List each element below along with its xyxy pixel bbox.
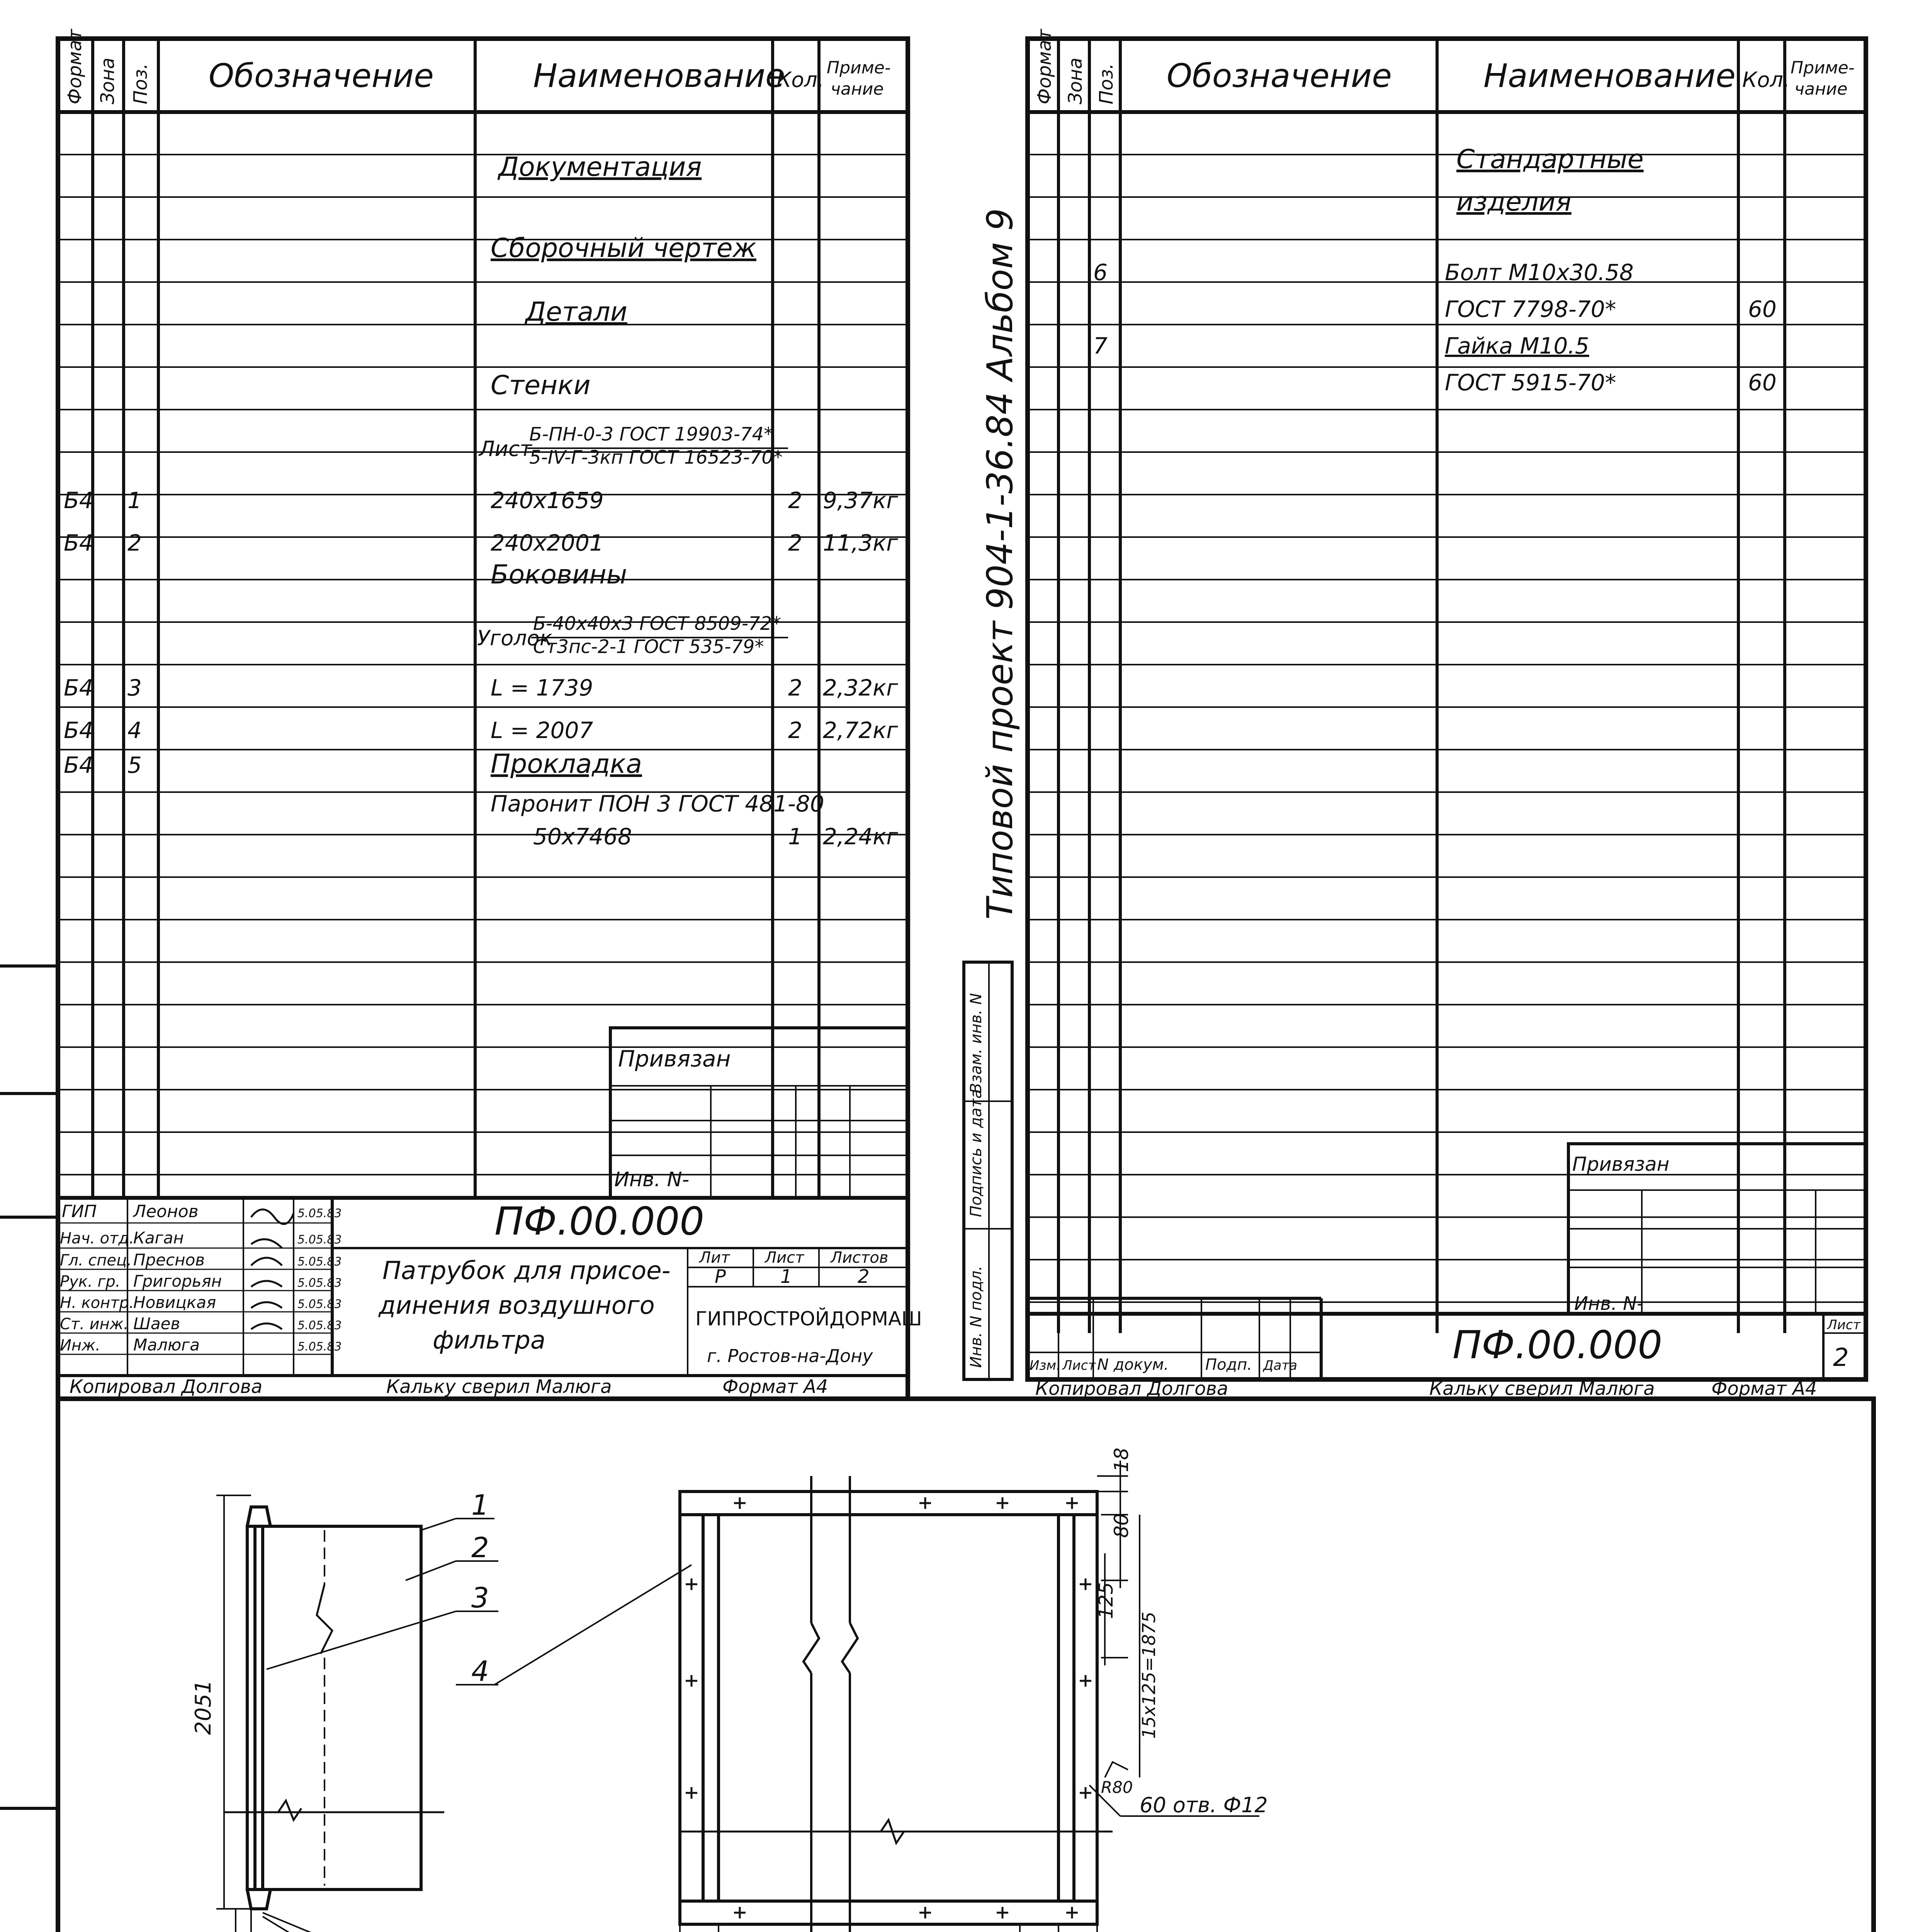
- row1-pos: 1: [127, 487, 142, 514]
- spec-left-rows: [58, 155, 908, 1175]
- row5-name: Прокладка: [491, 749, 642, 779]
- tb-left-date-0: 5.05.83: [297, 1207, 342, 1220]
- tb-left-person-3: Григорьян: [133, 1272, 222, 1291]
- hdr-right-format: Формат: [1034, 29, 1055, 104]
- row-documentation: Документация: [498, 152, 702, 182]
- tb-left-org: ГИПРОСТРОЙДОРМАШ: [695, 1308, 922, 1330]
- inv-left-label: Инв. N-: [614, 1168, 690, 1191]
- row-paronit: Паронит ПОН 3 ГОСТ 481-80: [491, 791, 824, 817]
- tb-left-role-5: Ст. инж.: [60, 1315, 129, 1333]
- row-right-bolt-gost: ГОСТ 7798-70*: [1445, 296, 1616, 322]
- hdr-qty: Кол.: [776, 68, 824, 92]
- tb-left-date-2: 5.05.83: [297, 1255, 342, 1269]
- row-right-bolt-qty: 60: [1748, 296, 1777, 322]
- left-format: Формат А4: [722, 1376, 828, 1398]
- row-right-bolt: Болт М10х30.58: [1445, 259, 1634, 286]
- dim-80: 80: [1110, 1513, 1133, 1538]
- row-paronit-size: 50х7468: [533, 823, 632, 850]
- tb-left-title-3: фильтра: [433, 1326, 546, 1355]
- hdr-right-note: Приме-: [1791, 58, 1855, 78]
- row-sheet-gost-1: Б-ПН-0-3 ГОСТ 19903-74*: [529, 423, 773, 445]
- tb-left-date-4: 5.05.83: [297, 1298, 342, 1311]
- hdr-right-zone: Зона: [1065, 58, 1086, 104]
- row1-note: 9,37кг: [823, 487, 898, 514]
- tb-left-date-3: 5.05.83: [297, 1276, 342, 1290]
- hdr-right-designation: Обозначение: [1167, 57, 1392, 95]
- row3-qty: 2: [788, 675, 802, 701]
- front-view: [680, 1461, 1259, 1932]
- row-right-nut: Гайка М10.5: [1445, 333, 1589, 359]
- spec-left: [58, 28, 922, 1399]
- hdr-note: Приме-: [827, 58, 891, 78]
- row-right-items: изделия: [1456, 187, 1572, 217]
- tb-right-col-0: Изм.: [1030, 1358, 1060, 1373]
- tb-left-date-5: 5.05.83: [297, 1319, 342, 1332]
- row4-note: 2,72кг: [823, 717, 898, 743]
- dim-15x125: 15х125=1875: [1138, 1611, 1159, 1739]
- row1-qty: 2: [788, 487, 802, 514]
- tb-left-title-1: Патрубок для присое-: [382, 1257, 671, 1285]
- privyazan-left-label: Привязан: [618, 1046, 731, 1072]
- row-angle-gost-1: Б-40х40х3 ГОСТ 8509-72*: [533, 613, 782, 634]
- row2-note: 11,3кг: [823, 530, 898, 556]
- row-right-standard: Стандартные: [1456, 144, 1644, 175]
- tb-right-col-2: N докум.: [1097, 1356, 1169, 1374]
- side-stamp-inv: Инв. N подл.: [967, 1265, 985, 1368]
- tb-left-person-4: Новицкая: [133, 1293, 216, 1312]
- tb-left-sheets-h: Листов: [831, 1249, 889, 1267]
- privyazan-right-label: Привязан: [1572, 1153, 1670, 1175]
- row4-qty: 2: [788, 717, 802, 743]
- tb-left-person-0: Леонов: [133, 1202, 199, 1221]
- callout-4: 4: [471, 1655, 489, 1687]
- dim-r80: R80: [1101, 1778, 1133, 1797]
- row-right-7-pos: 7: [1093, 333, 1108, 359]
- main-frame: [58, 1399, 1874, 1932]
- tb-right-col-3: Подп.: [1205, 1356, 1252, 1374]
- drawing-labels: [191, 1447, 1268, 1932]
- tb-left-date-6: 5.05.83: [297, 1340, 342, 1354]
- tb-left-role-4: Н. контр.: [60, 1294, 134, 1312]
- row2-format: Б4: [64, 530, 93, 556]
- row4-format: Б4: [64, 717, 93, 743]
- tb-left-role-6: Инж.: [60, 1337, 100, 1354]
- row1-name: 240х1659: [491, 487, 604, 514]
- spec-right: [1028, 28, 1866, 1400]
- row-right-nut-qty: 60: [1748, 369, 1777, 396]
- tb-left-lit-h: Лит: [699, 1249, 730, 1267]
- tb-left-role-0: ГИП: [62, 1202, 97, 1221]
- svg-text:чание: чание: [831, 79, 884, 99]
- row2-pos: 2: [127, 530, 142, 556]
- row-sides: Боковины: [491, 560, 627, 590]
- tb-left-date-1: 5.05.83: [297, 1233, 342, 1247]
- right-checked: Кальку сверил Малюга: [1429, 1378, 1655, 1400]
- tb-left-role-2: Гл. спец.: [60, 1252, 132, 1269]
- svg-text:чание: чание: [1794, 79, 1848, 99]
- privyazan-right: [1568, 1144, 1866, 1315]
- row-assembly-drawing: Сборочный чертеж: [491, 233, 756, 264]
- tb-left-city: г. Ростов-на-Дону: [707, 1345, 873, 1366]
- row5-format: Б4: [64, 752, 93, 778]
- hdr-right-qty: Кол.: [1742, 68, 1790, 92]
- row3-name: L = 1739: [491, 675, 593, 701]
- dim-18-top: 18: [1110, 1447, 1133, 1472]
- tb-right-col-1: Лист: [1062, 1358, 1096, 1373]
- row3-note: 2,32кг: [823, 675, 898, 701]
- tb-left-code: ПФ.00.000: [494, 1199, 704, 1244]
- tb-left-lit: Р: [715, 1266, 726, 1287]
- tb-right-col-4: Дата: [1263, 1358, 1298, 1373]
- row5-pos: 5: [127, 752, 142, 778]
- row-sheet-gost-2: 5-IV-Г-3кп ГОСТ 16523-70*: [529, 447, 783, 468]
- row3-pos: 3: [127, 675, 142, 701]
- row3-format: Б4: [64, 675, 93, 701]
- vertical-project-text: Типовой проект 904-1-36.84 Альбом 9: [979, 208, 1021, 920]
- row2-name: 240х2001: [491, 530, 604, 556]
- hdr-right-pos: Поз.: [1096, 63, 1117, 104]
- tb-right-sheet-h: Лист: [1827, 1317, 1861, 1333]
- dim-holes: 60 отв. Ф12: [1140, 1793, 1268, 1817]
- tb-left-person-6: Малюга: [133, 1335, 200, 1354]
- hdr-pos: Поз.: [130, 63, 151, 104]
- row-right-nut-gost: ГОСТ 5915-70*: [1445, 369, 1616, 396]
- right-copied: Копировал Долгова: [1035, 1378, 1228, 1400]
- privyazan-left: [610, 1028, 908, 1198]
- right-format: Формат А4: [1711, 1378, 1817, 1400]
- dim-125-vertical: 125: [1095, 1582, 1117, 1619]
- row4-pos: 4: [127, 717, 142, 743]
- row4-name: L = 2007: [491, 717, 593, 743]
- dim-2051: 2051: [191, 1680, 216, 1735]
- tb-left-role-1: Нач. отд.: [60, 1230, 134, 1247]
- left-copied: Копировал Долгова: [70, 1376, 263, 1398]
- row2-qty: 2: [788, 530, 802, 556]
- row-paronit-qty: 1: [788, 823, 802, 850]
- side-stamp: [964, 962, 1012, 1379]
- hdr-designation: Обозначение: [209, 57, 434, 95]
- tb-left-title-2: динения воздушного: [379, 1291, 655, 1320]
- side-stamp-vzam: Взам. инв. N: [967, 993, 985, 1094]
- callout-2: 2: [471, 1531, 489, 1564]
- row-details: Детали: [525, 297, 627, 327]
- title-block-right: [1028, 1298, 1866, 1379]
- hdr-format: Формат: [64, 29, 86, 104]
- tb-left-person-1: Каган: [133, 1228, 184, 1247]
- assembly-drawing: [185, 1447, 1268, 1932]
- tb-left-sheets: 2: [858, 1266, 870, 1287]
- row1-format: Б4: [64, 487, 93, 514]
- row-paronit-note: 2,24кг: [823, 823, 898, 850]
- tb-right-sheet: 2: [1833, 1344, 1849, 1372]
- tb-left-role-3: Рук. гр.: [60, 1273, 121, 1291]
- callout-1: 1: [471, 1489, 489, 1521]
- tb-left-sheet: 1: [780, 1266, 792, 1287]
- callout-3: 3: [471, 1582, 489, 1614]
- row-angle-gost-2: Ст3пс-2-1 ГОСТ 535-79*: [533, 636, 764, 658]
- tb-right-code: ПФ.00.000: [1453, 1322, 1662, 1367]
- hdr-zone: Зона: [97, 58, 119, 104]
- side-stamp-sign: Подпись и дата: [967, 1089, 985, 1217]
- hdr-right-name: Наименование: [1483, 57, 1736, 95]
- tb-left-sheet-h: Лист: [765, 1249, 804, 1267]
- row-walls: Стенки: [491, 370, 591, 401]
- row-sheet-label: Лист: [479, 437, 532, 461]
- tb-left-person-5: Шаев: [133, 1314, 180, 1333]
- tb-left-person-2: Преснов: [133, 1250, 205, 1269]
- inv-right-label: Инв. N-: [1574, 1293, 1644, 1315]
- left-checked: Кальку сверил Малюга: [386, 1376, 612, 1398]
- row-right-6-pos: 6: [1093, 259, 1108, 286]
- side-view: [185, 1495, 691, 1932]
- hdr-name: Наименование: [533, 57, 785, 95]
- title-block-left: [58, 1198, 922, 1376]
- row-angle-label: Уголок: [477, 626, 552, 650]
